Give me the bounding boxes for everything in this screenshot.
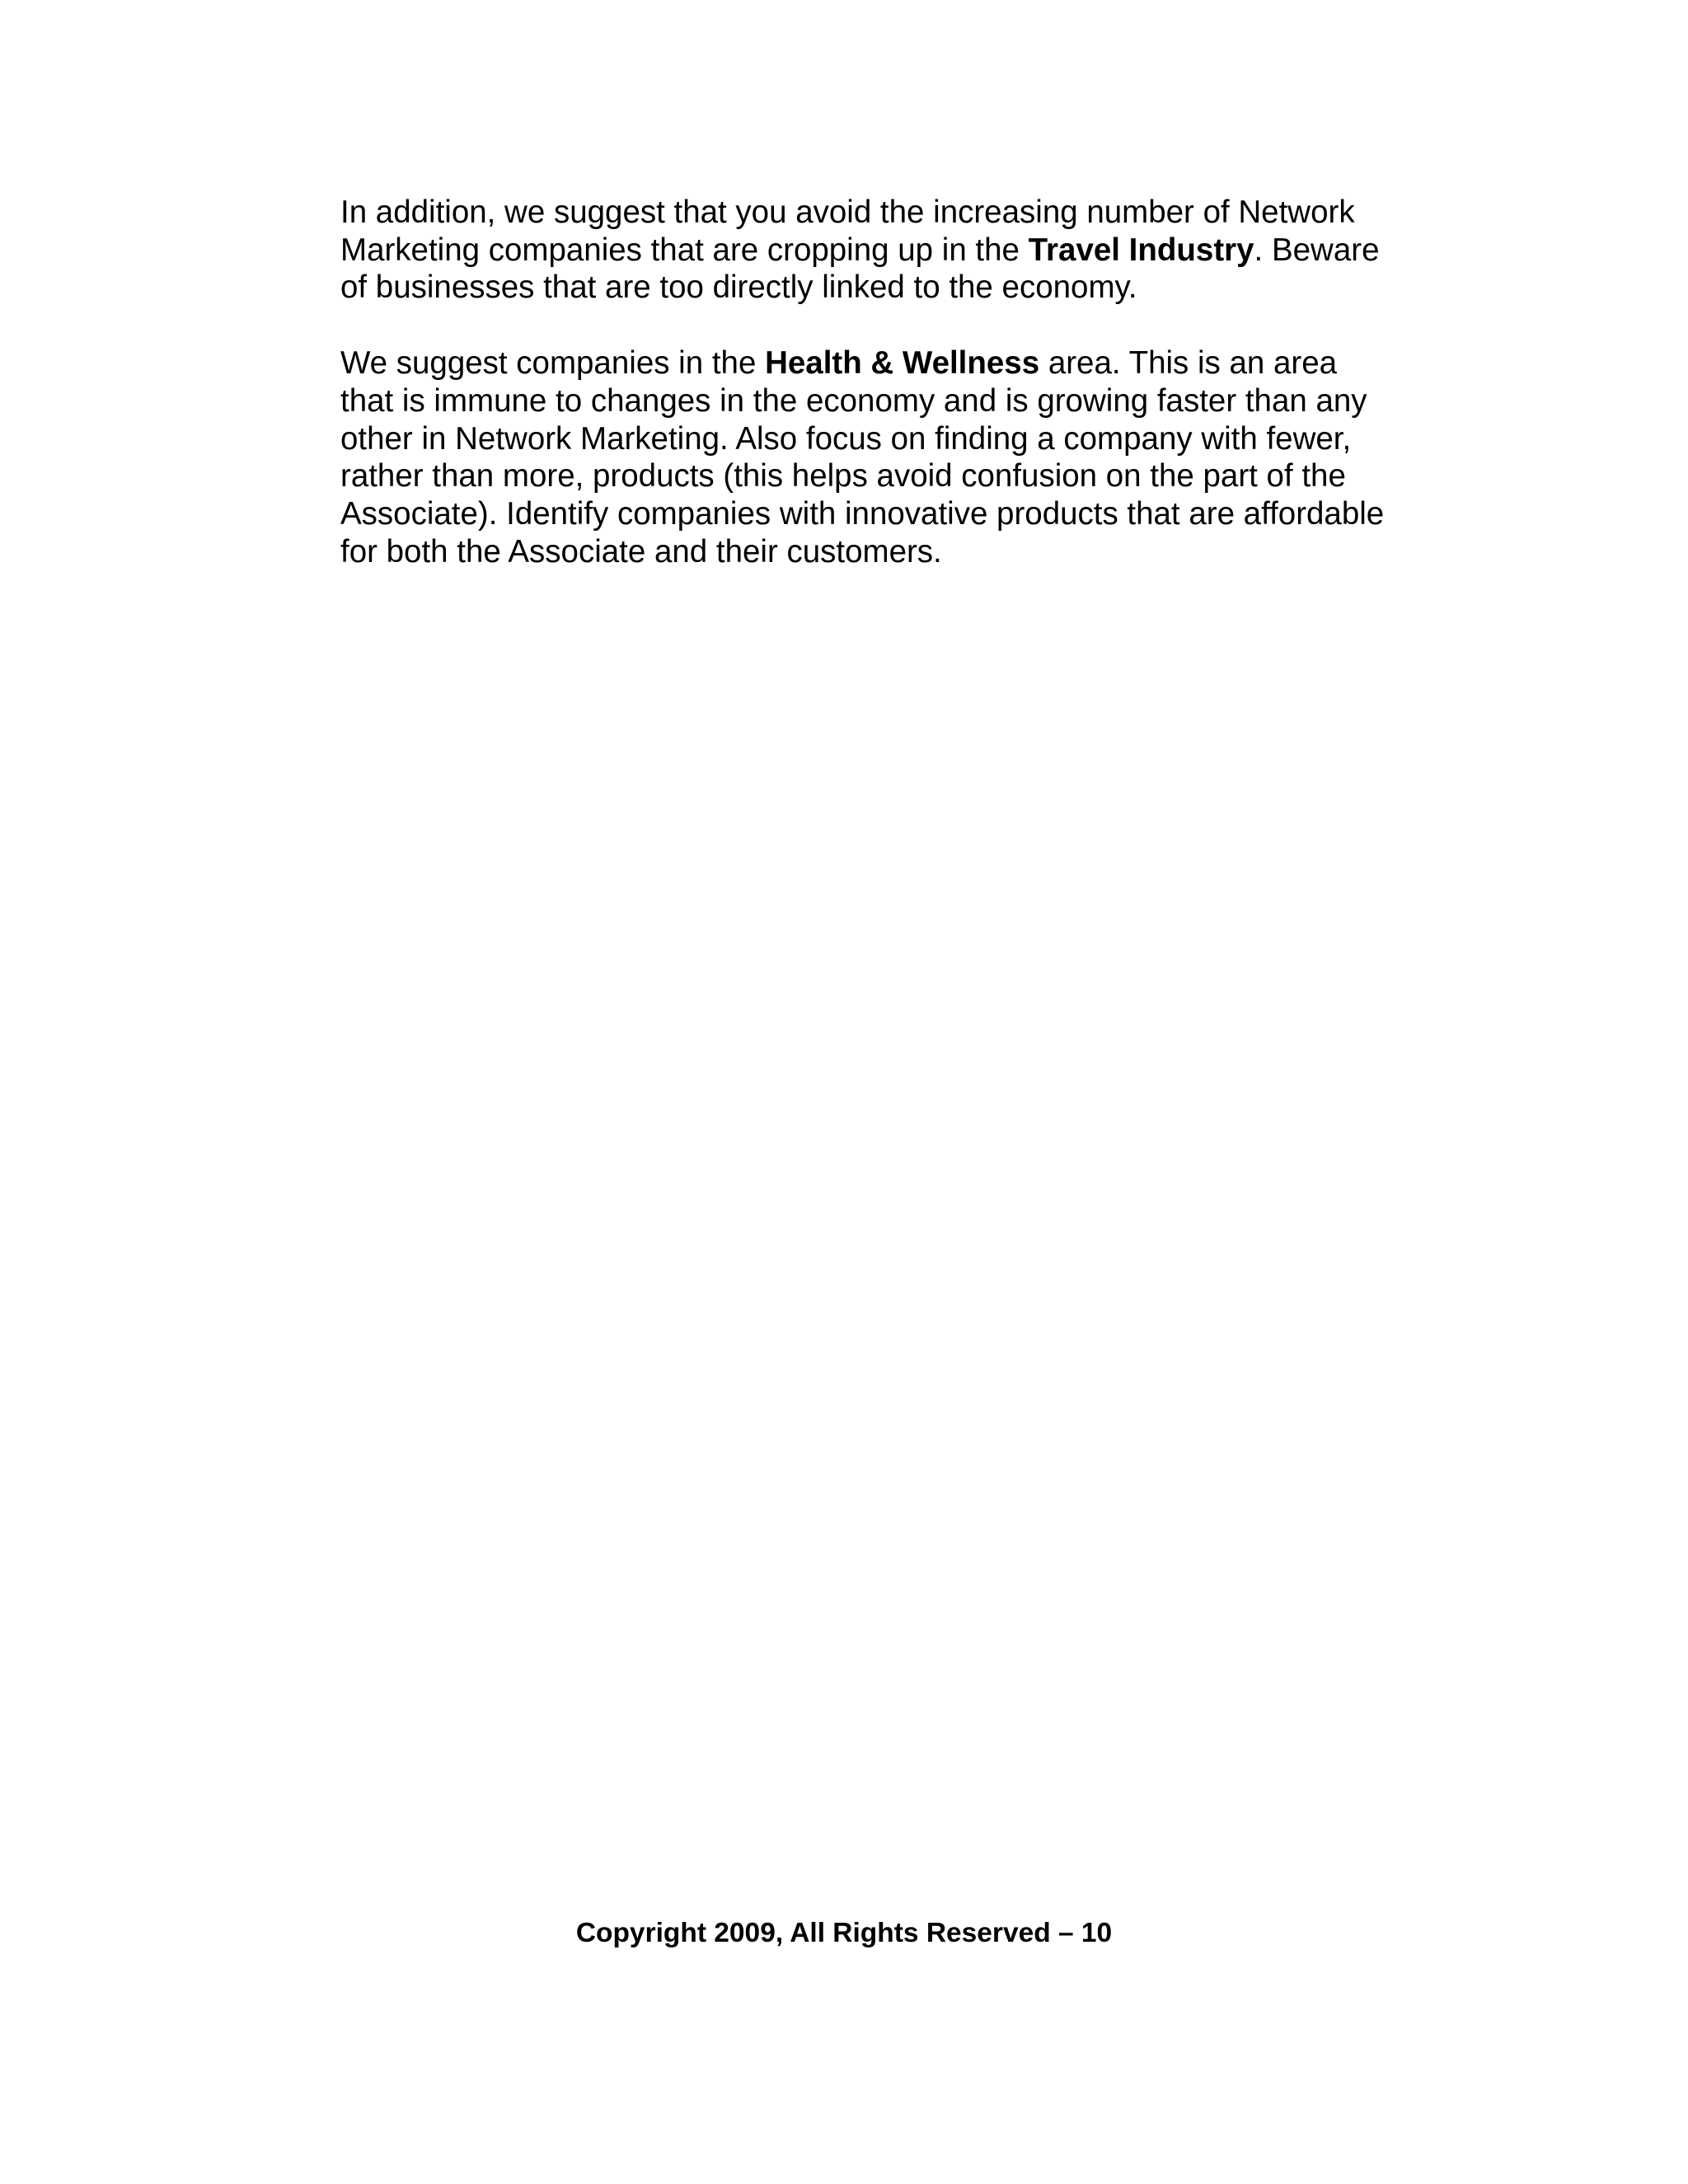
text-run: rather than more, products (this helps avoid confusion on the part of the: [340, 458, 1346, 494]
paragraph-line: [340, 495, 1445, 533]
bold-term-travel-industry: Travel Industry: [1028, 232, 1254, 268]
paragraph-line: [340, 194, 1445, 232]
paragraph-line: [340, 269, 1445, 307]
text-run: In addition, we suggest that you avoid the increasing number of Network: [340, 194, 1355, 230]
paragraph-travel-industry: [340, 194, 1445, 307]
body-content: [340, 194, 1445, 570]
text-run: Associate). Identify companies with innovative products that are affordable: [340, 495, 1385, 532]
paragraph-line: [340, 344, 1445, 382]
paragraph-line: [340, 382, 1445, 420]
text-run: for both the Associate and their customers.: [340, 533, 942, 569]
text-run: We suggest companies in the: [340, 345, 766, 382]
paragraph-line: [340, 457, 1445, 495]
paragraph-health-wellness: [340, 344, 1445, 570]
paragraph-line: [340, 232, 1445, 269]
paragraph-line: [340, 420, 1445, 458]
text-run: that is immune to changes in the economy and is growing faster than any: [340, 382, 1367, 419]
text-run: other in Network Marketing. Also focus on finding a company with fewer,: [340, 420, 1352, 457]
text-run: of businesses that are too directly linked to the economy.: [340, 269, 1137, 306]
page-footer-copyright: Copyright 2009, All Rights Reserved – 10: [575, 1918, 1113, 1948]
bold-term-health-wellness: Health & Wellness: [765, 345, 1040, 382]
text-run: Marketing companies that are cropping up in the: [340, 232, 1029, 268]
text-run: area. This is an area: [1039, 345, 1338, 382]
paragraph-line: [340, 533, 1445, 571]
text-run: . Beware: [1254, 232, 1380, 268]
